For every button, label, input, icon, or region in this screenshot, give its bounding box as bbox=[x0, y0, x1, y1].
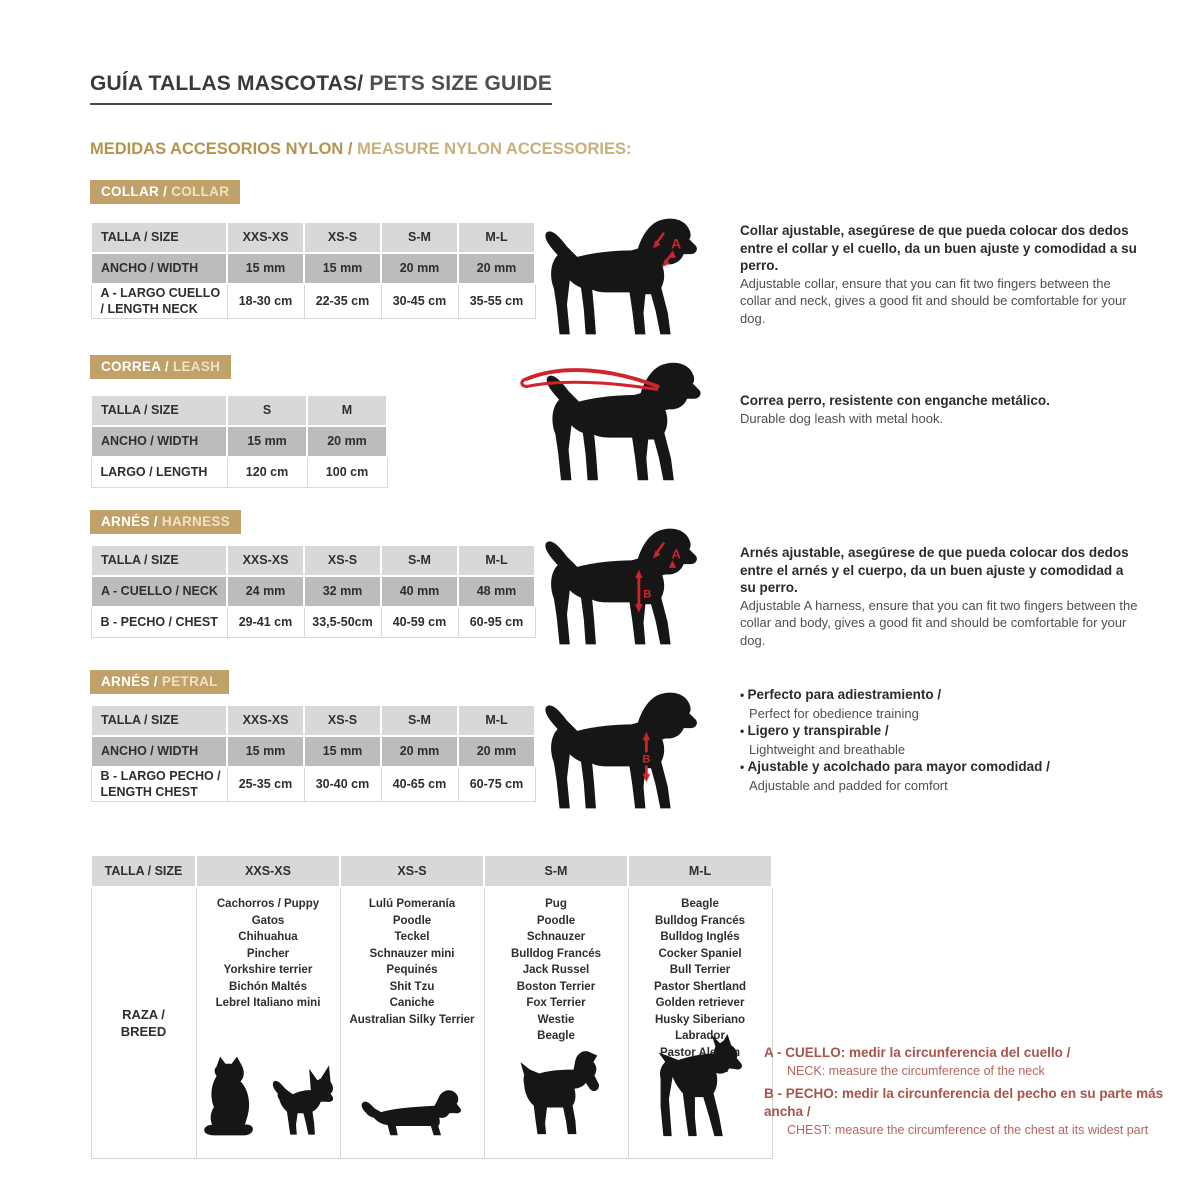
table-header-row bbox=[91, 545, 535, 576]
harness-size-table bbox=[90, 544, 536, 638]
leash-dog-illustration bbox=[516, 358, 716, 491]
table-row bbox=[91, 607, 535, 638]
breed-item: Gatos bbox=[251, 914, 285, 927]
size-header-cell: XS-S bbox=[340, 855, 484, 887]
breed-item: Cachorros / Puppy bbox=[216, 898, 320, 910]
harness-dog-illustration bbox=[534, 524, 712, 655]
size-header-cell: S-M bbox=[381, 705, 458, 736]
value-cell: 100 cm bbox=[307, 457, 387, 488]
size-header-cell: S-M bbox=[381, 545, 458, 576]
size-header-cell: XS-S bbox=[304, 545, 381, 576]
feature-item: • Ajustable y acolchado para mayor comodidad / Adjustable and padded for comfort bbox=[740, 758, 1140, 794]
breed-item: Shit Tzu bbox=[389, 980, 435, 993]
value-cell: 29-41 cm bbox=[227, 607, 304, 638]
value-cell: 15 mm bbox=[304, 253, 381, 284]
breed-item: Beagle bbox=[681, 898, 719, 910]
breed-cell-xxs-xs bbox=[196, 887, 340, 1159]
value-cell: 60-95 cm bbox=[458, 607, 535, 638]
breed-item: Australian Silky Terrier bbox=[349, 1013, 475, 1026]
value-cell: 25-35 cm bbox=[227, 767, 304, 802]
row-label-cell: LARGO / LENGTH bbox=[91, 457, 227, 488]
table-header-row bbox=[91, 705, 535, 736]
svg-text:B: B bbox=[642, 753, 651, 766]
breed-item: Bulldog Francés bbox=[510, 947, 602, 960]
leash-line-icon bbox=[522, 370, 658, 389]
breed-size-table bbox=[90, 854, 773, 1159]
size-header-cell: XXS-XS bbox=[196, 855, 340, 887]
value-cell: 30-40 cm bbox=[304, 767, 381, 802]
size-header-cell: XXS-XS bbox=[227, 222, 304, 253]
collar-description bbox=[740, 222, 1140, 327]
value-cell: 120 cm bbox=[227, 457, 307, 488]
table-row bbox=[91, 426, 387, 457]
table-row bbox=[91, 457, 387, 488]
table-row bbox=[91, 736, 535, 767]
value-cell: 40-59 cm bbox=[381, 607, 458, 638]
value-cell: 15 mm bbox=[227, 736, 304, 767]
size-header-cell: XXS-XS bbox=[227, 705, 304, 736]
breed-item: Poodle bbox=[536, 914, 576, 927]
feature-item: • Perfecto para adiestramiento / Perfect for obedience training bbox=[740, 686, 1140, 722]
dog-silhouette-icon bbox=[516, 358, 716, 486]
note-neck-es: A - CUELLO: medir la circunferencia del cuello / bbox=[764, 1045, 1071, 1060]
breed-table-body bbox=[91, 887, 772, 1159]
breed-item: Teckel bbox=[394, 931, 430, 943]
collar-description-en: Adjustable collar, ensure that you can fit two fingers between the collar and neck, gives a good fit and should be comfortable for your dog. bbox=[740, 275, 1127, 326]
breed-item: Pastor Alemán bbox=[659, 1046, 741, 1059]
feature-item: • Ligero y transpirable / Lightweight and breathable bbox=[740, 722, 1140, 758]
value-cell: 15 mm bbox=[227, 253, 304, 284]
leash-size-table bbox=[90, 394, 388, 488]
breed-item: Bulldog Inglés bbox=[660, 931, 740, 943]
size-header-cell: S-M bbox=[484, 855, 628, 887]
row-header-cell: TALLA / SIZE bbox=[91, 222, 227, 253]
section-label-collar: COLLAR / COLLAR bbox=[90, 180, 240, 204]
value-cell: 20 mm bbox=[381, 253, 458, 284]
value-cell: 40-65 cm bbox=[381, 767, 458, 802]
petral-feature-list bbox=[740, 686, 1140, 794]
breed-item: Fox Terrier bbox=[526, 997, 586, 1009]
cat-icon bbox=[198, 1054, 260, 1138]
breed-item: Poodle bbox=[392, 914, 432, 927]
breed-table-header bbox=[91, 855, 772, 887]
breed-item: Husky Siberiano bbox=[654, 1013, 746, 1026]
breed-item: Yorkshire terrier bbox=[223, 964, 313, 976]
size-header-cell: M bbox=[307, 395, 387, 426]
value-cell: 15 mm bbox=[304, 736, 381, 767]
note-chest-en: CHEST: measure the circumference of the chest at its widest part bbox=[787, 1123, 1149, 1137]
value-cell: 22-35 cm bbox=[304, 284, 381, 319]
page-title-es: GUÍA TALLAS MASCOTAS/ bbox=[90, 72, 364, 95]
breed-cell-m-l bbox=[628, 887, 772, 1159]
table-row bbox=[91, 284, 535, 319]
breed-item: Labrador bbox=[675, 1030, 725, 1042]
breed-row-label: RAZA / BREED bbox=[91, 887, 196, 1159]
breed-cell-s-m bbox=[484, 887, 628, 1159]
value-cell: 40 mm bbox=[381, 576, 458, 607]
breed-item: Pincher bbox=[246, 947, 290, 960]
breed-item: Bull Terrier bbox=[669, 964, 731, 976]
leash-description bbox=[740, 392, 1140, 427]
value-cell: 20 mm bbox=[458, 253, 535, 284]
collar-size-table bbox=[90, 221, 536, 319]
breed-item: Pastor Shertland bbox=[653, 980, 747, 993]
breed-cell-xs-s bbox=[340, 887, 484, 1159]
row-label-cell: A - LARGO CUELLO / LENGTH NECK bbox=[91, 284, 227, 319]
page-subtitle-es: MEDIDAS ACCESORIOS NYLON / bbox=[90, 140, 353, 158]
value-cell: 35-55 cm bbox=[458, 284, 535, 319]
breed-item: Chihuahua bbox=[238, 931, 298, 943]
chest-measure-arrow-icon bbox=[642, 732, 650, 782]
value-cell: 48 mm bbox=[458, 576, 535, 607]
svg-text:A: A bbox=[671, 546, 681, 562]
size-header-cell: S bbox=[227, 395, 307, 426]
size-header-cell: M-L bbox=[458, 222, 535, 253]
page-title-en: PETS SIZE GUIDE bbox=[363, 72, 553, 95]
row-label-cell: ANCHO / WIDTH bbox=[91, 736, 227, 767]
breed-item: Cocker Spaniel bbox=[658, 947, 742, 960]
value-cell: 18-30 cm bbox=[227, 284, 304, 319]
value-cell: 33,5-50cm bbox=[304, 607, 381, 638]
row-label-cell: B - LARGO PECHO / LENGTH CHEST bbox=[91, 767, 227, 802]
page-title bbox=[90, 72, 552, 105]
breed-item: Golden retriever bbox=[655, 997, 745, 1009]
table-row bbox=[91, 767, 535, 802]
size-header-cell: XS-S bbox=[304, 222, 381, 253]
breed-item: Schnauzer mini bbox=[369, 947, 455, 960]
breed-item: Beagle bbox=[537, 1030, 575, 1042]
dog-silhouette-icon bbox=[534, 524, 712, 650]
section-label-leash: CORREA / LEASH bbox=[90, 355, 231, 379]
breed-item: Lebrel Italiano mini bbox=[215, 997, 321, 1009]
harness-description bbox=[740, 544, 1140, 649]
size-header-cell: XS-S bbox=[304, 705, 381, 736]
value-cell: 15 mm bbox=[227, 426, 307, 457]
svg-text:B: B bbox=[643, 588, 652, 601]
size-header-cell: M-L bbox=[458, 705, 535, 736]
breed-item: Bulldog Francés bbox=[654, 914, 746, 927]
row-label-cell: A - CUELLO / NECK bbox=[91, 576, 227, 607]
chihuahua-icon bbox=[268, 1058, 338, 1138]
value-cell: 20 mm bbox=[381, 736, 458, 767]
breed-item: Pug bbox=[545, 898, 567, 910]
value-cell: 32 mm bbox=[304, 576, 381, 607]
row-label-cell: ANCHO / WIDTH bbox=[91, 253, 227, 284]
note-chest-es: B - PECHO: medir la circunferencia del pecho en su parte más ancha / bbox=[764, 1086, 1164, 1119]
breed-item: Lulú Pomeranía bbox=[368, 898, 456, 910]
breed-item: Bichón Maltés bbox=[229, 980, 307, 993]
table-row bbox=[91, 576, 535, 607]
leash-description-en: Durable dog leash with metal hook. bbox=[740, 410, 944, 426]
table-header-row bbox=[91, 395, 387, 426]
page-subtitle bbox=[90, 140, 632, 159]
table-header-row bbox=[91, 222, 535, 253]
page-subtitle-en: MEASURE NYLON ACCESSORIES: bbox=[352, 140, 632, 158]
note-neck-en: NECK: measure the circumference of the neck bbox=[787, 1064, 1045, 1078]
value-cell: 24 mm bbox=[227, 576, 304, 607]
petral-size-table bbox=[90, 704, 536, 802]
dog-silhouette-icon bbox=[534, 688, 712, 814]
collar-description-es: Collar ajustable, asegúrese de que pueda colocar dos dedos entre el collar y el cuello, da un buen ajuste y comodidad a su perro. bbox=[740, 223, 1137, 273]
svg-text:A: A bbox=[671, 235, 682, 252]
breed-list bbox=[198, 889, 339, 1012]
breed-item: Boston Terrier bbox=[516, 980, 596, 993]
row-label-cell: ANCHO / WIDTH bbox=[91, 426, 227, 457]
size-header-cell: TALLA / SIZE bbox=[91, 855, 196, 887]
value-cell: 30-45 cm bbox=[381, 284, 458, 319]
breed-item: Pequinés bbox=[386, 964, 438, 976]
size-header-cell: S-M bbox=[381, 222, 458, 253]
row-header-cell: TALLA / SIZE bbox=[91, 545, 227, 576]
section-label-petral: ARNÉS / PETRAL bbox=[90, 670, 229, 694]
breed-item: Schnauzer bbox=[526, 931, 586, 943]
leash-description-es: Correa perro, resistente con enganche metálico. bbox=[740, 393, 1050, 408]
petral-dog-illustration bbox=[534, 688, 712, 819]
harness-description-en: Adjustable A harness, ensure that you can fit two fingers between the collar and body, gives a good fit and should be comfortable for your dog. bbox=[740, 597, 1138, 648]
collar-dog-illustration bbox=[534, 214, 712, 345]
dog-silhouette-icon bbox=[534, 214, 712, 340]
row-header-cell: TALLA / SIZE bbox=[91, 395, 227, 426]
measuring-notes bbox=[764, 1044, 1184, 1144]
size-header-cell: M-L bbox=[628, 855, 772, 887]
breed-item: Caniche bbox=[389, 997, 435, 1009]
breed-list bbox=[486, 889, 627, 1045]
size-header-cell: XXS-XS bbox=[227, 545, 304, 576]
breed-item: Jack Russel bbox=[522, 964, 590, 976]
row-header-cell: TALLA / SIZE bbox=[91, 705, 227, 736]
breed-list bbox=[342, 889, 483, 1028]
size-header-cell: M-L bbox=[458, 545, 535, 576]
value-cell: 60-75 cm bbox=[458, 767, 535, 802]
table-row bbox=[91, 253, 535, 284]
value-cell: 20 mm bbox=[307, 426, 387, 457]
value-cell: 20 mm bbox=[458, 736, 535, 767]
row-label-cell: B - PECHO / CHEST bbox=[91, 607, 227, 638]
harness-description-es: Arnés ajustable, asegúrese de que pueda colocar dos dedos entre el arnés y el cuerpo, da un buen ajuste y comodidad a su perro. bbox=[740, 545, 1129, 595]
schnauzer-icon bbox=[511, 1043, 601, 1138]
section-label-harness: ARNÉS / HARNESS bbox=[90, 510, 241, 534]
doberman-icon bbox=[654, 1034, 747, 1138]
breed-item: Westie bbox=[537, 1013, 575, 1026]
dachshund-icon bbox=[359, 1078, 465, 1138]
